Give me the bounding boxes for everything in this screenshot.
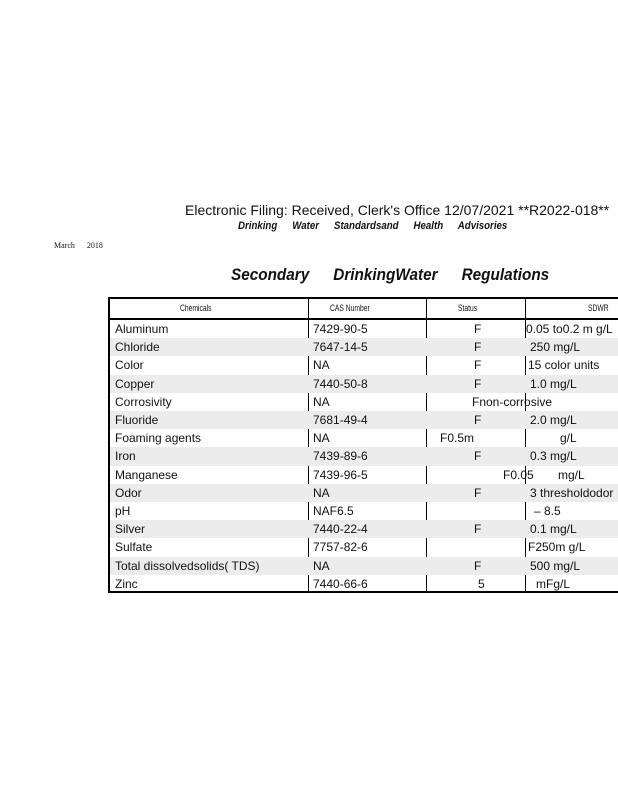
cell-status: F0.05 [503, 467, 534, 482]
table-row [110, 466, 618, 484]
table-row [110, 484, 618, 502]
cell-cas: 7647-14-5 [313, 340, 368, 355]
cell-sdwr: 0.1 mg/L [530, 522, 577, 537]
cell-status: 5 [478, 576, 485, 591]
cell-cas: 7440-66-6 [313, 576, 368, 591]
cell-chemical: Copper [115, 376, 155, 391]
regulations-table [108, 297, 618, 593]
cell-chemical: Foaming agents [115, 431, 202, 446]
cell-cas: NA [313, 485, 330, 500]
table-row [110, 356, 618, 374]
cell-status: F [474, 558, 482, 573]
cell-sdwr: g/L [560, 431, 577, 446]
cell-sdwr: 1.0 mg/L [530, 376, 577, 391]
cell-cas: NA [313, 394, 330, 409]
cell-chemical: Iron [115, 449, 136, 464]
cell-status: F [474, 358, 482, 373]
document-date: March 2018 [54, 241, 103, 250]
table-title: Secondary DrinkingWater Regulations [231, 265, 550, 284]
cell-cas: 7757-82-6 [313, 540, 368, 555]
document-subtitle: Drinking Water Standardsand Health Advisories [238, 220, 508, 232]
cell-chemical: Corrosivity [115, 394, 172, 409]
cell-chemical: Color [115, 358, 144, 373]
cell-cas: 7681-49-4 [313, 413, 368, 427]
cell-sdwr: – 8.5 [534, 504, 561, 518]
cell-status: F [474, 322, 482, 336]
cell-status: F [474, 376, 482, 391]
cell-chemical: Total dissolvedsolids( TDS) [115, 558, 260, 573]
cell-status: F0.5m [440, 431, 475, 446]
cell-chemical: Silver [115, 522, 146, 537]
cell-cas: 7440-50-8 [313, 376, 368, 391]
cell-chemical: pH [115, 504, 131, 518]
cell-sdwr: F250m g/L [528, 540, 586, 555]
cell-status: F [474, 449, 482, 464]
table-row [110, 557, 618, 575]
cell-cas: 7429-90-5 [313, 322, 368, 336]
table-row [110, 575, 618, 593]
cell-cas: 7439-89-6 [313, 449, 368, 464]
cell-cas: NA [313, 431, 330, 446]
cell-sdwr: mFg/L [536, 576, 571, 591]
table-row [110, 447, 618, 465]
table-row [110, 393, 618, 411]
cell-cas: 7440-22-4 [313, 522, 368, 537]
table-row [110, 520, 618, 538]
cell-chemical: Odor [115, 485, 142, 500]
cell-cas: NA [313, 558, 330, 573]
cell-chemical: Manganese [115, 467, 178, 482]
column-header-chemicals: Chemicals [180, 303, 212, 313]
cell-sdwr: 15 color units [528, 358, 600, 373]
cell-status: F [474, 522, 482, 537]
cell-chemical: Chloride [115, 340, 160, 355]
cell-status: F [474, 413, 482, 427]
table-row [110, 538, 618, 556]
cell-sdwr: 500 mg/L [530, 558, 581, 573]
cell-status: F [474, 485, 482, 500]
table-row [110, 375, 618, 393]
filing-stamp: Electronic Filing: Received, Clerk's Office 12/07/2021 **R2022-018** [185, 202, 610, 218]
cell-cas: 7439-96-5 [313, 467, 368, 482]
cell-status: F [474, 340, 482, 355]
table-row [110, 320, 618, 338]
cell-sdwr: 0.3 mg/L [530, 449, 577, 464]
cell-sdwr: 0.05 to0.2 m g/L [526, 322, 613, 336]
cell-sdwr: 2.0 mg/L [530, 413, 577, 427]
cell-sdwr: mg/L [558, 467, 585, 482]
cell-status: Fnon-corrosive [472, 394, 553, 409]
cell-chemical: Aluminum [115, 322, 169, 336]
cell-cas: NAF6.5 [313, 504, 354, 518]
table-row [110, 502, 618, 520]
cell-cas: NA [313, 358, 330, 373]
cell-sdwr: 250 mg/L [530, 340, 581, 355]
cell-chemical: Fluoride [115, 413, 159, 427]
table-header [110, 299, 618, 320]
cell-chemical: Sulfate [115, 540, 153, 555]
column-header-sdwr: SDWR [588, 303, 609, 313]
table-row [110, 338, 618, 356]
column-header-status: Status [458, 303, 478, 313]
cell-sdwr: 3 thresholdodor [530, 485, 614, 500]
column-header-cas: CAS Number [330, 303, 370, 313]
cell-chemical: Zinc [115, 576, 138, 591]
table-row [110, 411, 618, 429]
table-row [110, 429, 618, 447]
